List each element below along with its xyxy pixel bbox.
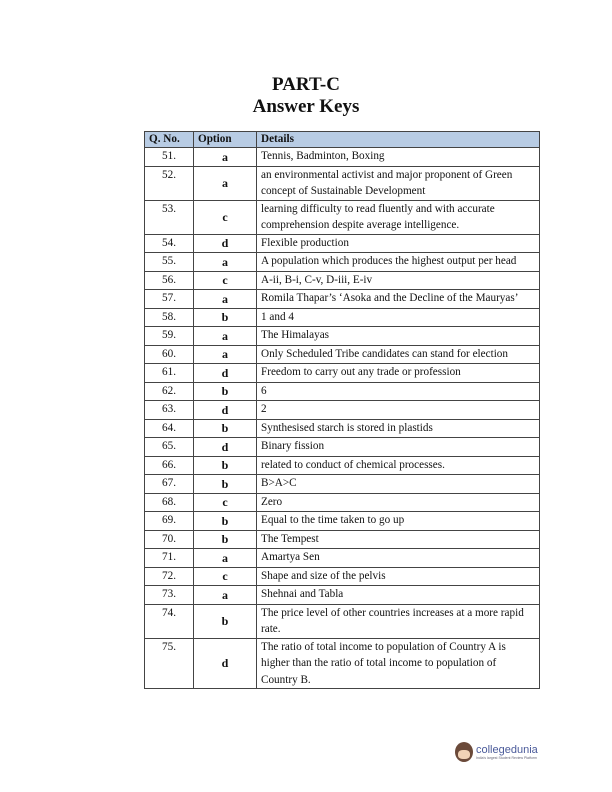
answer-details: Tennis, Badminton, Boxing [257,148,540,167]
question-number: 67. [145,475,194,494]
answer-option: c [194,493,257,512]
question-number: 62. [145,382,194,401]
answer-option: b [194,475,257,494]
answer-details: Binary fission [257,438,540,457]
answer-option: c [194,200,257,234]
table-row [145,567,540,586]
table-row [145,148,540,167]
question-number: 65. [145,438,194,457]
answer-details: Romila Thapar’s ‘Asoka and the Decline of the Mauryas’ [257,290,540,309]
question-number: 51. [145,148,194,167]
answer-details: Zero [257,493,540,512]
answer-details: The Tempest [257,530,540,549]
answer-option: a [194,345,257,364]
question-number: 71. [145,549,194,568]
answer-option: b [194,456,257,475]
table-row [145,382,540,401]
table-row [145,493,540,512]
table-row [145,586,540,605]
answer-details: Freedom to carry out any trade or profession [257,364,540,383]
answer-option: c [194,271,257,290]
answer-option: a [194,327,257,346]
answer-option: b [194,530,257,549]
question-number: 72. [145,567,194,586]
answer-option: a [194,166,257,200]
question-number: 53. [145,200,194,234]
answer-key-table [144,131,540,689]
table-row [145,166,540,200]
part-title: PART-C [272,74,340,95]
answer-keys-heading: Answer Keys [252,96,360,117]
answer-option: d [194,364,257,383]
answer-details: Equal to the time taken to go up [257,512,540,531]
table-row [145,638,540,689]
question-number: 69. [145,512,194,531]
mascot-icon [455,742,473,762]
question-number: 54. [145,234,194,253]
question-number: 60. [145,345,194,364]
table-row [145,345,540,364]
table-row [145,234,540,253]
table-row [145,327,540,346]
question-number: 56. [145,271,194,290]
question-number: 61. [145,364,194,383]
answer-option: a [194,148,257,167]
answer-option: a [194,290,257,309]
answer-option: b [194,512,257,531]
answer-details: 2 [257,401,540,420]
question-number: 75. [145,638,194,689]
answer-details: 1 and 4 [257,308,540,327]
answer-details: Shape and size of the pelvis [257,567,540,586]
answer-option: b [194,382,257,401]
answer-details: Shehnai and Tabla [257,586,540,605]
answer-details: learning difficulty to read fluently and with accurate comprehension despite average intelligence. [257,200,540,234]
question-number: 70. [145,530,194,549]
answer-option: d [194,438,257,457]
table-row [145,308,540,327]
question-number: 73. [145,586,194,605]
answer-option: d [194,234,257,253]
answer-option: c [194,567,257,586]
answer-option: a [194,253,257,272]
answer-details: A-ii, B-i, C-v, D-iii, E-iv [257,271,540,290]
question-number: 63. [145,401,194,420]
question-number: 74. [145,604,194,638]
question-number: 59. [145,327,194,346]
answer-details: A population which produces the highest output per head [257,253,540,272]
answer-details: related to conduct of chemical processes. [257,456,540,475]
answer-option: d [194,638,257,689]
answer-details: Synthesised starch is stored in plastids [257,419,540,438]
answer-details: an environmental activist and major proponent of Green concept of Sustainable Development [257,166,540,200]
question-number: 52. [145,166,194,200]
collegedunia-logo [455,742,538,762]
question-number: 68. [145,493,194,512]
table-row [145,271,540,290]
answer-option: b [194,604,257,638]
answer-details: Amartya Sen [257,549,540,568]
header-qno: Q. No. [145,132,194,148]
table-row [145,401,540,420]
answer-details: 6 [257,382,540,401]
question-number: 55. [145,253,194,272]
header-details: Details [257,132,540,148]
answer-option: d [194,401,257,420]
logo-name: collegedunia [476,744,538,756]
table-row [145,364,540,383]
answer-details: The ratio of total income to population of Country A is higher than the ratio of total income to population of Country B. [257,638,540,689]
question-number: 64. [145,419,194,438]
logo-tagline: India's largest Student Review Platform [476,756,537,760]
question-number: 58. [145,308,194,327]
answer-details: B>A>C [257,475,540,494]
answer-details: Only Scheduled Tribe candidates can stand for election [257,345,540,364]
table-row [145,438,540,457]
table-row [145,456,540,475]
answer-details: Flexible production [257,234,540,253]
answer-details: The Himalayas [257,327,540,346]
table-row [145,475,540,494]
answer-option: b [194,308,257,327]
answer-option: b [194,419,257,438]
table-row [145,419,540,438]
answer-option: a [194,586,257,605]
header-option: Option [194,132,257,148]
table-header-row [145,132,540,148]
table-row [145,253,540,272]
table-row [145,512,540,531]
table-row [145,549,540,568]
table-row [145,530,540,549]
answer-details: The price level of other countries increases at a more rapid rate. [257,604,540,638]
answer-option: a [194,549,257,568]
table-row [145,290,540,309]
question-number: 66. [145,456,194,475]
question-number: 57. [145,290,194,309]
table-row [145,604,540,638]
table-row [145,200,540,234]
